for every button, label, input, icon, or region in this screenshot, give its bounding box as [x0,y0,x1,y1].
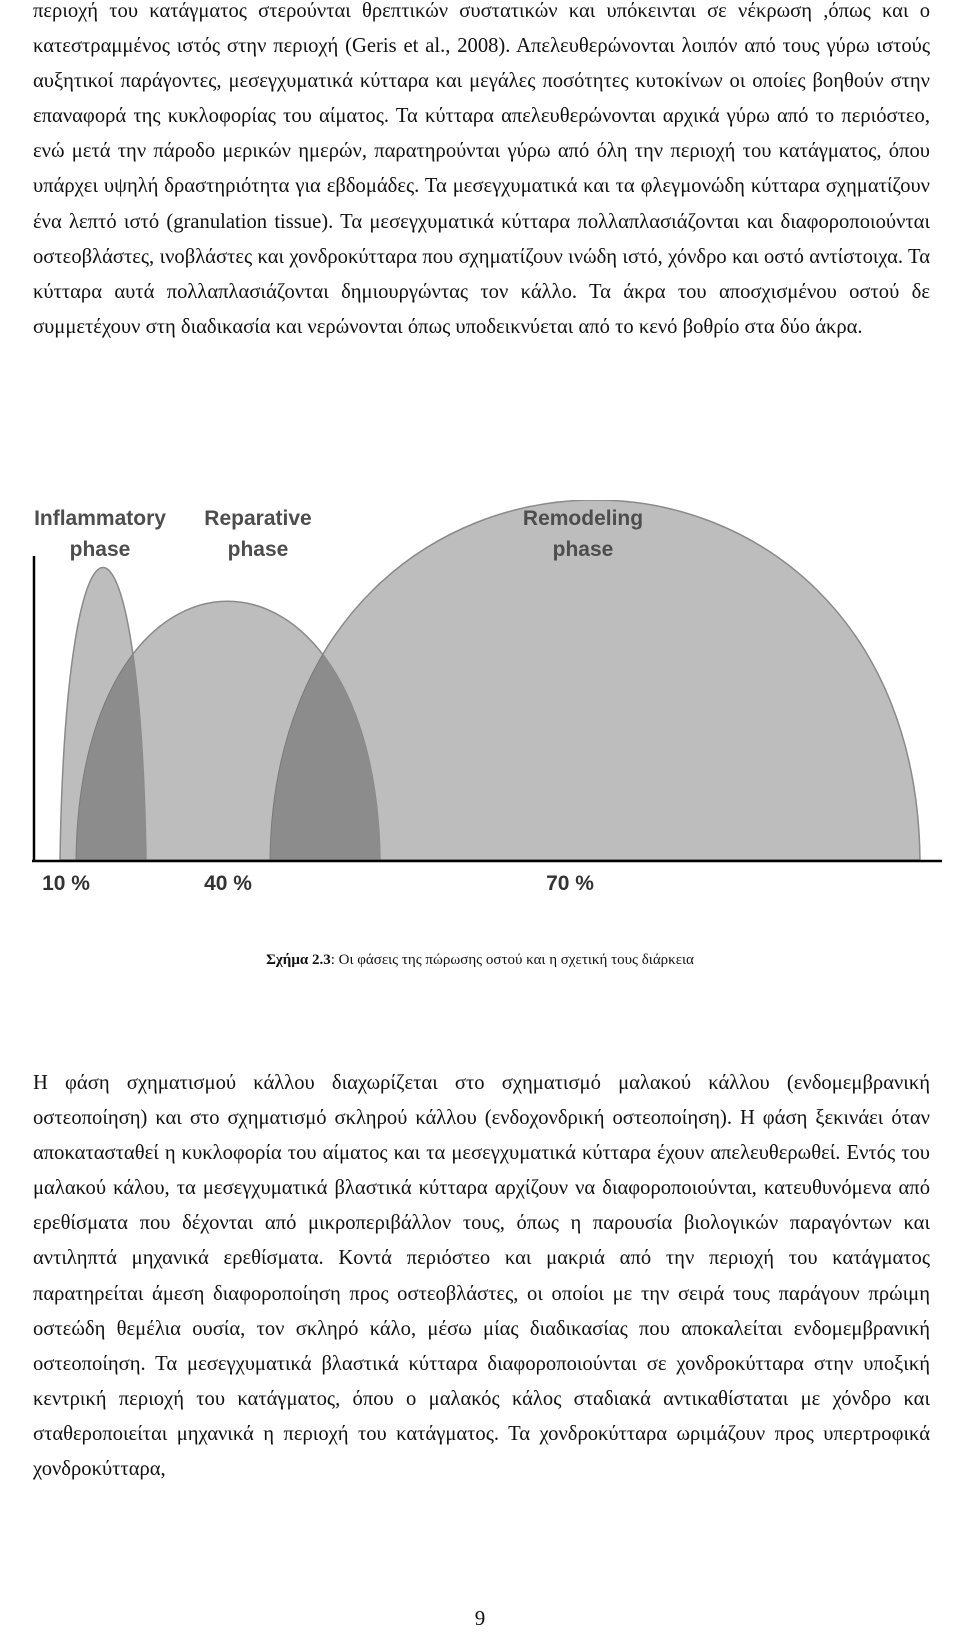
body-paragraph-top: περιοχή του κατάγματος στερούνται θρεπτικών συστατικών και υπόκεινται σε νέκρωση ,όπως και ο κατεστραμμένος ιστός στην περιοχή (Geris et al., 2008). Απελευθερώνονται λοιπόν από τους γύρω ιστούς αυξητικοί παράγοντες, μεσεγχυματικά κύτταρα και μεγάλες ποσότητες κυτοκίνων οι οποίες βοηθούν στην επαναφορά της κυκλοφορίας του αίματος. Τα κύτταρα απελευθερώνονται αρχικά γύρω από το περιόστεο, ενώ μετά την πάροδο μερικών ημερών, παρατηρούνται γύρω από όλη την περιοχή του κατάγματος, όπου υπάρχει υψηλή δραστηριότητα για εβδομάδες. Τα μεσεγχυματικά και τα φλεγμονώδη κύτταρα σχηματίζουν ένα λεπτό ιστό (granulation tissue). Τα μεσεγχυματικά κύτταρα πολλαπλασιάζονται και διαφοροποιούνται οστεοβλάστες, ινοβλάστες και χονδροκύτταρα που σχηματίζουν ινώδη ιστό, χόνδρο και οστό αντίστοιχα. Τα κύτταρα αυτά πολλαπλασιάζονται δημιουργώντας τον κάλλο. Τα άκρα του αποσχισμένου οστού δε συμμετέχουν στη διαδικασία και νερώνονται όπως υποδεικνύεται από το κενό βοθρίο στα δύο άκρα. [33,0,930,338]
inflammatory-percent: 10 % [42,872,90,895]
figure-caption-label: Σχήμα 2.3 [266,952,331,968]
figure-caption-text: : Οι φάσεις της πώρωσης οστού και η σχετική τους διάρκεια [330,952,694,968]
reparative-percent: 40 % [204,872,252,895]
remodeling-percent: 70 % [546,872,594,895]
inflammatory-phase-label-2: phase [69,538,131,561]
reparative-phase-label: Reparative [204,507,312,530]
page-number: 9 [474,1606,486,1630]
inflammatory-phase-label: Inflammatory [34,507,166,530]
figure-caption [0,952,960,969]
phase-diagram [0,500,960,950]
remodeling-phase-label: Remodeling [522,507,644,530]
body-paragraph-bottom: Η φάση σχηματισμού κάλλου διαχωρίζεται στο σχηματισμό μαλακού κάλλου (ενδομεμβρανική οστεοποίηση) και στο σχηματισμό σκληρού κάλλου (ενδοχονδρική οστεοποίηση). Η φάση ξεκινάει όταν αποκατασταθεί η κυκλοφορία του αίματος και τα μεσεγχυματικά κύτταρα έχουν απελευθερωθεί. Εντός του μαλακού κάλου, τα μεσεγχυματικά βλαστικά κύτταρα αρχίζουν να διαφοροποιούνται, κατευθυνόμενα από ερεθίσματα που δέχονται από μικροπεριβάλλον τους, όπως η παρουσία βιολογικών παραγόντων και αντιληπτά μηχανικά ερεθίσματα. Κοντά περιόστεο και μακριά από την περιοχή του κατάγματος παρατηρείται άμεση διαφοροποίηση προς οστεοβλάστες, οι οποίοι με την σειρά τους παράγουν πρώιμη οστεώδη θεμέλια ουσία, τον σκληρό κάλο, μέσω μίας διαδικασίας που αποκαλείται ενδομεμβρανική οστεοποίηση. Τα μεσεγχυματικά βλαστικά κύτταρα διαφοροποιούνται σε χονδροκύτταρα στην υποξική κεντρική περιοχή του κατάγματος, όπου ο μαλακός κάλος σταδιακά αντικαθίσταται με χόνδρο και σταθεροποιείται μηχανικά η περιοχή του κατάγματος. Τα χονδροκύτταρα ωριμάζουν προς υπερτροφικά χονδροκύτταρα, [33,1072,930,1481]
remodeling-phase-label-2: phase [552,538,614,561]
reparative-phase-label-2: phase [227,538,289,561]
